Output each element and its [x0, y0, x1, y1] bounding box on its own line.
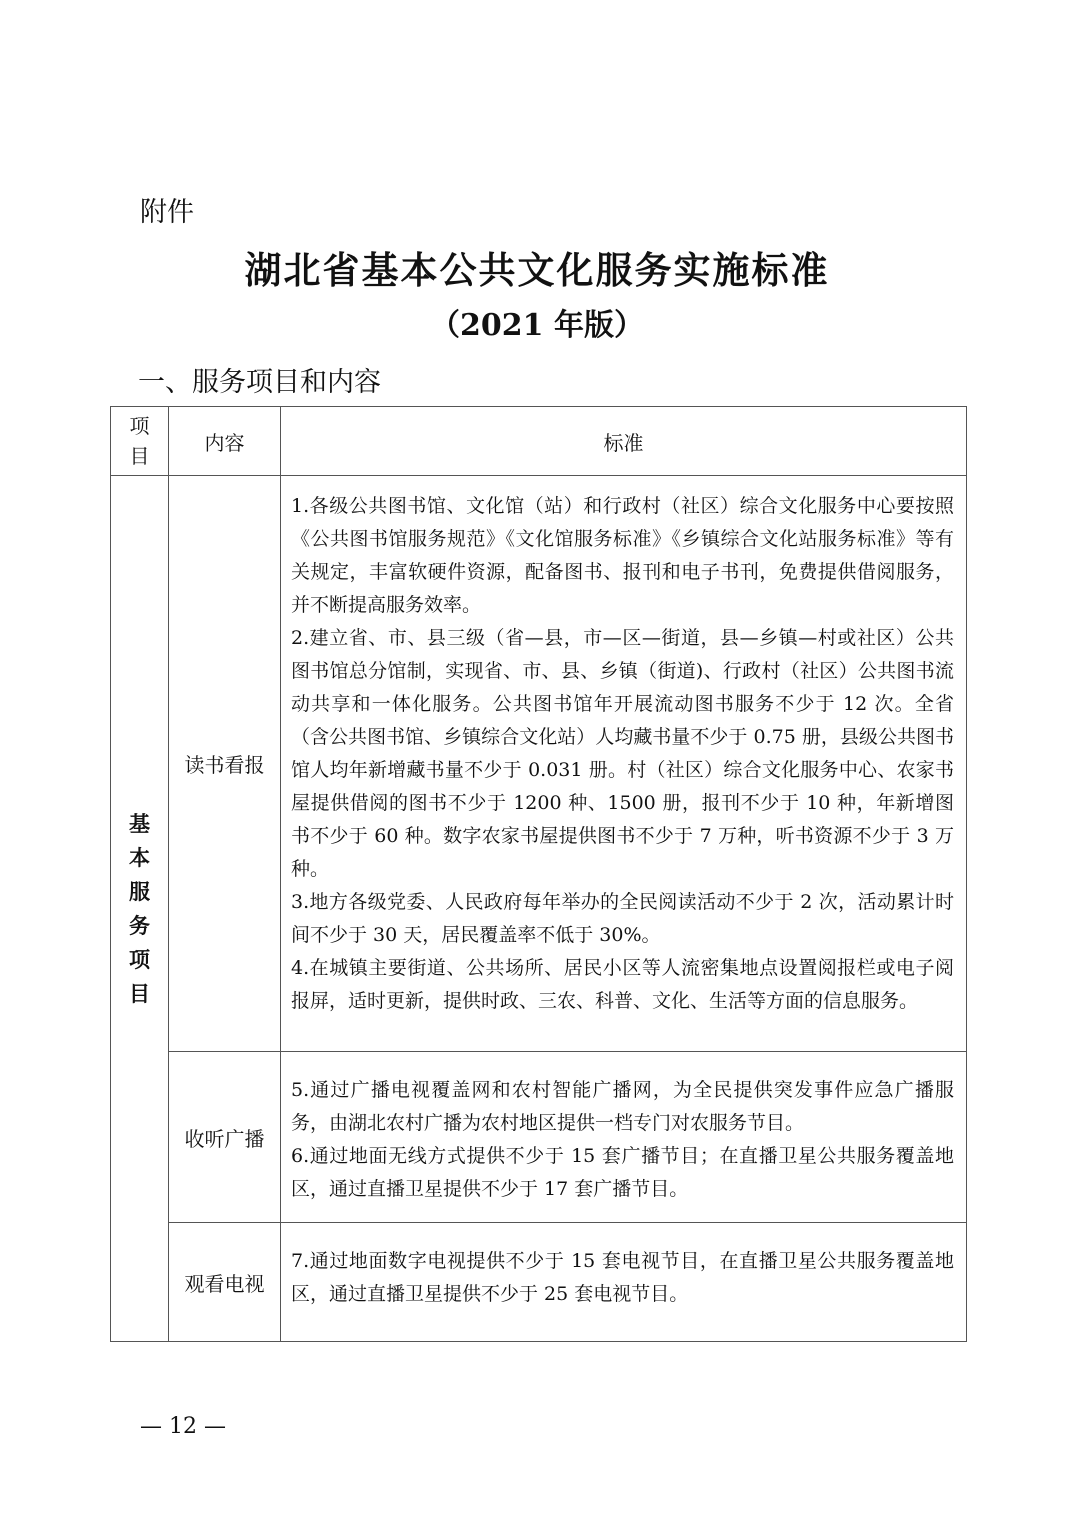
header-standard: 标准 — [281, 407, 967, 476]
header-project: 项目 — [111, 407, 169, 476]
standard-tv — [281, 1223, 967, 1342]
standards-table — [110, 406, 967, 1342]
content-reading: 读书看报 — [169, 476, 281, 1052]
document-subtitle: （2021 年版） — [430, 308, 644, 343]
standard-item: 5.通过广播电视覆盖网和农村智能广播网，为全民提供突发事件应急广播服务，由湖北农村广播为农村地区提供一档专门对农服务节目。 — [291, 1079, 954, 1134]
table-row — [111, 476, 967, 1052]
document-title: 湖北省基本公共文化服务实施标准 — [244, 248, 830, 292]
content-tv: 观看电视 — [169, 1223, 281, 1342]
standard-item: 3.地方各级党委、人民政府每年举办的全民阅读活动不少于 2 次，活动累计时间不少于 30 天，居民覆盖率不低于 30%。 — [291, 891, 954, 946]
standard-reading — [281, 476, 967, 1052]
standard-item: 6.通过地面无线方式提供不少于 15 套广播节目；在直播卫星公共服务覆盖地区，通过直播卫星提供不少于 17 套广播节目。 — [291, 1145, 954, 1200]
table-row — [111, 1052, 967, 1223]
standard-item: 2.建立省、市、县三级（省—县，市—区—街道，县—乡镇—村或社区）公共图书馆总分馆制，实现省、市、县、乡镇（街道)、行政村（社区）公共图书流动共享和一体化服务。公共图书馆年开展流动图书服务不少于 12 次。全省（含公共图书馆、乡镇综合文化站）人均藏书量不少于 0.75 册，县级公共图书馆人均年新增藏书量不少于 0.031 册。村（社区）综合文化服务中心、农家书屋提供借阅的图书不少于 1200 种、1500 册，报刊不少于 10 种，年新增图书不少于 60 种。数字农家书屋提供图书不少于 7 万种，听书资源不少于 3 万种。 — [291, 627, 954, 880]
standard-item: 7.通过地面数字电视提供不少于 15 套电视节目，在直播卫星公共服务覆盖地区，通过直播卫星提供不少于 25 套电视节目。 — [291, 1250, 954, 1305]
category-cell — [111, 476, 169, 1342]
page-number: — 12 — — [140, 1414, 226, 1439]
header-content: 内容 — [169, 407, 281, 476]
standard-radio — [281, 1052, 967, 1223]
attachment-label: 附件 — [140, 197, 194, 228]
content-radio: 收听广播 — [169, 1052, 281, 1223]
standard-item: 4.在城镇主要街道、公共场所、居民小区等人流密集地点设置阅报栏或电子阅报屏，适时更新，提供时政、三农、科普、文化、生活等方面的信息服务。 — [291, 957, 954, 1012]
table-header-row — [111, 407, 967, 476]
section-heading: 一、服务项目和内容 — [138, 367, 381, 398]
standard-item: 1.各级公共图书馆、文化馆（站）和行政村（社区）综合文化服务中心要按照《公共图书馆服务规范》《文化馆服务标准》《乡镇综合文化站服务标准》等有关规定，丰富软硬件资源，配备图书、报刊和电子书刊，免费提供借阅服务，并不断提高服务效率。 — [291, 495, 954, 616]
table-row — [111, 1223, 967, 1342]
category-label: 基 本 服 务 项 目 — [129, 811, 150, 1006]
